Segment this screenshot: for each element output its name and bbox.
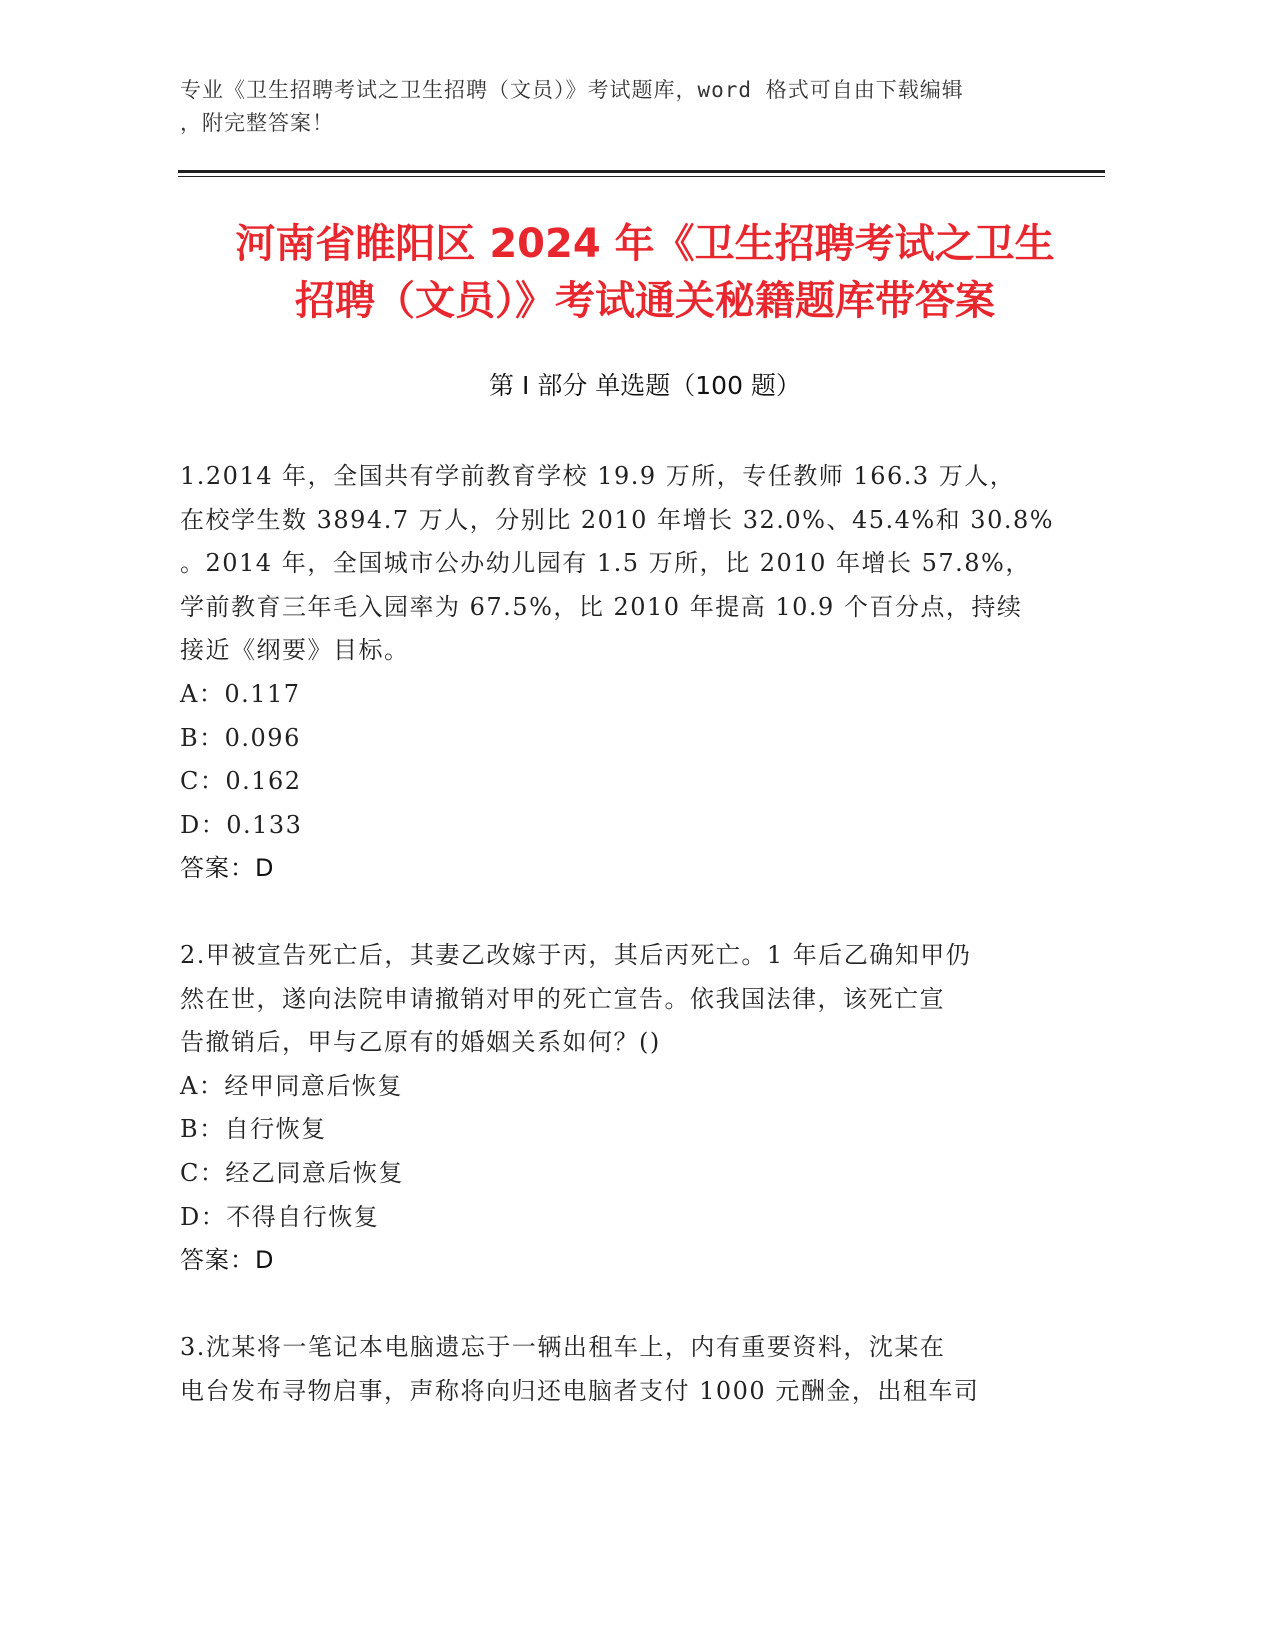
question-1 (180, 455, 1080, 891)
document-title-line-2: 招聘（文员）》考试通关秘籍题库带答案 (295, 278, 995, 324)
question-1-answer: 答案：D (180, 854, 275, 883)
question-3-text-line: 电台发布寻物启事，声称将向归还电脑者支付 1000 元酬金，出租车司 (180, 1376, 980, 1405)
section-title: 第 I 部分 单选题（100 题） (489, 371, 801, 400)
header-rule-thin (178, 176, 1105, 177)
question-2-text-line: 然在世，遂向法院申请撤销对甲的死亡宣告。依我国法律，该死亡宣 (180, 984, 945, 1013)
question-1-text-line: 接近《纲要》目标。 (180, 636, 410, 665)
question-2-text-line: 告撤销后，甲与乙原有的婚姻关系如何？() (180, 1028, 661, 1057)
question-1-option-b: B：0.096 (180, 723, 301, 752)
question-1-option-d: D：0.133 (180, 810, 303, 839)
document-title-line-1: 河南省睢阳区 2024 年《卫生招聘考试之卫生 (235, 221, 1055, 267)
header-note (180, 74, 1080, 140)
question-2-text-line: 2.甲被宣告死亡后，其妻乙改嫁于丙，其后丙死亡。1 年后乙确知甲仍 (180, 941, 972, 969)
question-1-option-c: C：0.162 (180, 767, 302, 796)
question-3-text-line: 3.沈某将一笔记本电脑遗忘于一辆出租车上，内有重要资料，沈某在 (180, 1333, 946, 1361)
question-1-option-a: A：0.117 (180, 679, 301, 708)
question-1-text-line: 学前教育三年毛入园率为 67.5%，比 2010 年提高 10.9 个百分点，持续 (180, 592, 1023, 621)
question-2-answer: 答案：D (180, 1246, 275, 1275)
question-1-text-line: 在校学生数 3894.7 万人，分别比 2010 年增长 32.0%、45.4%和 30.8% (180, 505, 1055, 534)
question-3 (180, 1326, 1080, 1413)
question-1-text-line: 1.2014 年，全国共有学前教育学校 19.9 万所，专任教师 166.3 万人， (180, 462, 1016, 490)
question-2-option-c: C：经乙同意后恢复 (180, 1158, 404, 1187)
header-note-line-2: ，附完整答案！ (180, 111, 334, 135)
document-title (140, 216, 1150, 330)
header-rule-thick (178, 170, 1105, 173)
header-note-line-1: 专业《卫生招聘考试之卫生招聘（文员）》考试题库，word 格式可自由下载编辑 (180, 78, 964, 102)
question-2-option-a: A：经甲同意后恢复 (180, 1071, 403, 1100)
question-2 (180, 934, 1080, 1283)
question-2-option-d: D：不得自行恢复 (180, 1202, 380, 1231)
question-1-text-line: 。2014 年，全国城市公办幼儿园有 1.5 万所，比 2010 年增长 57.8%， (180, 549, 1031, 578)
question-2-option-b: B：自行恢复 (180, 1115, 327, 1144)
